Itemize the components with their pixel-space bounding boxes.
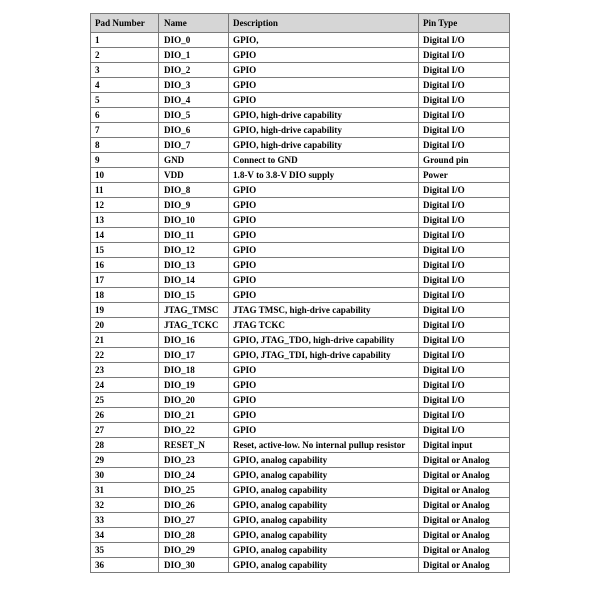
name-cell: JTAG_TCKC [159,318,229,333]
description-cell: GPIO [229,63,419,78]
pin-type-cell: Digital or Analog [419,528,510,543]
pad-number-cell: 33 [91,513,159,528]
name-cell: DIO_12 [159,243,229,258]
description-cell: GPIO, high-drive capability [229,108,419,123]
pin-type-cell: Digital I/O [419,243,510,258]
table-row [91,168,510,183]
pad-number-cell: 11 [91,183,159,198]
pin-type-cell: Digital I/O [419,333,510,348]
table-row [91,93,510,108]
table-row [91,528,510,543]
table-row [91,303,510,318]
name-cell: DIO_16 [159,333,229,348]
name-cell: DIO_29 [159,543,229,558]
pad-number-cell: 9 [91,153,159,168]
name-cell: DIO_25 [159,483,229,498]
name-cell: DIO_27 [159,513,229,528]
pad-number-cell: 2 [91,48,159,63]
table-row [91,243,510,258]
pad-number-cell: 16 [91,258,159,273]
description-cell: GPIO [229,48,419,63]
pin-type-cell: Digital I/O [419,273,510,288]
pad-number-cell: 3 [91,63,159,78]
pin-type-cell: Digital I/O [419,348,510,363]
pin-type-cell: Digital or Analog [419,483,510,498]
description-cell: GPIO, analog capability [229,528,419,543]
description-cell: 1.8-V to 3.8-V DIO supply [229,168,419,183]
table-row [91,288,510,303]
name-cell: DIO_3 [159,78,229,93]
table-row [91,258,510,273]
description-cell: GPIO, analog capability [229,483,419,498]
pad-number-cell: 34 [91,528,159,543]
pin-type-cell: Digital I/O [419,423,510,438]
name-cell: VDD [159,168,229,183]
table-row [91,213,510,228]
pin-type-cell: Digital I/O [419,33,510,48]
pin-type-cell: Digital or Analog [419,453,510,468]
pad-number-cell: 12 [91,198,159,213]
pin-type-cell: Digital or Analog [419,543,510,558]
pin-type-cell: Digital I/O [419,258,510,273]
table-row [91,513,510,528]
pad-number-cell: 23 [91,363,159,378]
description-cell: GPIO [229,183,419,198]
pad-number-cell: 6 [91,108,159,123]
pin-table [90,13,510,573]
table-row [91,543,510,558]
table-row [91,48,510,63]
pin-type-cell: Digital I/O [419,288,510,303]
pad-number-cell: 14 [91,228,159,243]
name-cell: DIO_21 [159,408,229,423]
pin-type-cell: Digital I/O [419,183,510,198]
description-cell: JTAG TMSC, high-drive capability [229,303,419,318]
name-cell: DIO_1 [159,48,229,63]
description-cell: GPIO [229,408,419,423]
header-pad-number: Pad Number [91,14,159,33]
name-cell: DIO_6 [159,123,229,138]
table-row [91,138,510,153]
table-row [91,438,510,453]
table-row [91,453,510,468]
description-cell: GPIO [229,258,419,273]
pad-number-cell: 24 [91,378,159,393]
table-row [91,423,510,438]
description-cell: GPIO [229,243,419,258]
name-cell: DIO_8 [159,183,229,198]
pin-type-cell: Digital I/O [419,93,510,108]
name-cell: DIO_2 [159,63,229,78]
description-cell: Connect to GND [229,153,419,168]
table-row [91,198,510,213]
pad-number-cell: 28 [91,438,159,453]
description-cell: GPIO [229,288,419,303]
pin-type-cell: Digital I/O [419,198,510,213]
description-cell: GPIO, analog capability [229,498,419,513]
table-row [91,378,510,393]
pin-type-cell: Digital I/O [419,123,510,138]
pin-type-cell: Digital I/O [419,63,510,78]
name-cell: DIO_9 [159,198,229,213]
description-cell: JTAG TCKC [229,318,419,333]
pad-number-cell: 18 [91,288,159,303]
name-cell: DIO_15 [159,288,229,303]
pad-number-cell: 32 [91,498,159,513]
pad-number-cell: 17 [91,273,159,288]
description-cell: GPIO, high-drive capability [229,138,419,153]
table-row [91,228,510,243]
name-cell: DIO_13 [159,258,229,273]
pin-type-cell: Digital I/O [419,303,510,318]
pin-type-cell: Digital I/O [419,78,510,93]
pad-number-cell: 25 [91,393,159,408]
description-cell: GPIO [229,423,419,438]
description-cell: GPIO [229,228,419,243]
pin-type-cell: Digital or Analog [419,468,510,483]
pad-number-cell: 31 [91,483,159,498]
header-pin-type: Pin Type [419,14,510,33]
description-cell: GPIO [229,78,419,93]
pad-number-cell: 20 [91,318,159,333]
name-cell: DIO_11 [159,228,229,243]
description-cell: GPIO, JTAG_TDI, high-drive capability [229,348,419,363]
pin-type-cell: Power [419,168,510,183]
name-cell: RESET_N [159,438,229,453]
description-cell: GPIO, analog capability [229,468,419,483]
pin-type-cell: Digital I/O [419,228,510,243]
pad-number-cell: 36 [91,558,159,573]
table-row [91,183,510,198]
table-row [91,408,510,423]
pin-type-cell: Digital I/O [419,363,510,378]
pad-number-cell: 5 [91,93,159,108]
table-row [91,153,510,168]
table-row [91,393,510,408]
table-row [91,483,510,498]
name-cell: DIO_14 [159,273,229,288]
description-cell: GPIO [229,393,419,408]
name-cell: DIO_20 [159,393,229,408]
pad-number-cell: 7 [91,123,159,138]
table-row [91,78,510,93]
pad-number-cell: 4 [91,78,159,93]
pad-number-cell: 35 [91,543,159,558]
table-row [91,558,510,573]
pad-number-cell: 13 [91,213,159,228]
description-cell: GPIO, analog capability [229,453,419,468]
description-cell: GPIO, analog capability [229,543,419,558]
name-cell: DIO_7 [159,138,229,153]
description-cell: Reset, active-low. No internal pullup resistor [229,438,419,453]
header-name: Name [159,14,229,33]
description-cell: GPIO [229,378,419,393]
table-header-row [91,14,510,33]
pin-description-sheet [90,13,509,573]
pin-type-cell: Digital I/O [419,48,510,63]
pin-type-cell: Ground pin [419,153,510,168]
name-cell: DIO_28 [159,528,229,543]
name-cell: DIO_4 [159,93,229,108]
table-row [91,273,510,288]
pad-number-cell: 30 [91,468,159,483]
table-row [91,33,510,48]
table-row [91,498,510,513]
name-cell: DIO_22 [159,423,229,438]
pin-type-cell: Digital I/O [419,393,510,408]
description-cell: GPIO, [229,33,419,48]
pad-number-cell: 8 [91,138,159,153]
pin-type-cell: Digital I/O [419,378,510,393]
pin-type-cell: Digital input [419,438,510,453]
description-cell: GPIO [229,93,419,108]
pad-number-cell: 29 [91,453,159,468]
table-row [91,468,510,483]
pad-number-cell: 10 [91,168,159,183]
name-cell: DIO_0 [159,33,229,48]
description-cell: GPIO [229,363,419,378]
name-cell: DIO_30 [159,558,229,573]
pin-type-cell: Digital I/O [419,318,510,333]
header-description: Description [229,14,419,33]
name-cell: DIO_17 [159,348,229,363]
pad-number-cell: 19 [91,303,159,318]
table-row [91,123,510,138]
name-cell: GND [159,153,229,168]
description-cell: GPIO, JTAG_TDO, high-drive capability [229,333,419,348]
table-row [91,108,510,123]
pin-type-cell: Digital or Analog [419,498,510,513]
name-cell: DIO_19 [159,378,229,393]
table-row [91,63,510,78]
description-cell: GPIO [229,273,419,288]
description-cell: GPIO [229,198,419,213]
name-cell: JTAG_TMSC [159,303,229,318]
pin-type-cell: Digital I/O [419,108,510,123]
pad-number-cell: 21 [91,333,159,348]
name-cell: DIO_26 [159,498,229,513]
table-row [91,333,510,348]
name-cell: DIO_18 [159,363,229,378]
pin-type-cell: Digital or Analog [419,558,510,573]
name-cell: DIO_10 [159,213,229,228]
name-cell: DIO_5 [159,108,229,123]
description-cell: GPIO, analog capability [229,513,419,528]
pad-number-cell: 1 [91,33,159,48]
table-row [91,318,510,333]
description-cell: GPIO [229,213,419,228]
name-cell: DIO_24 [159,468,229,483]
description-cell: GPIO, high-drive capability [229,123,419,138]
name-cell: DIO_23 [159,453,229,468]
pad-number-cell: 15 [91,243,159,258]
pin-type-cell: Digital I/O [419,213,510,228]
pad-number-cell: 26 [91,408,159,423]
table-body [91,33,510,573]
pad-number-cell: 27 [91,423,159,438]
table-row [91,348,510,363]
pin-type-cell: Digital I/O [419,138,510,153]
table-row [91,363,510,378]
pin-type-cell: Digital I/O [419,408,510,423]
pin-type-cell: Digital or Analog [419,513,510,528]
pad-number-cell: 22 [91,348,159,363]
description-cell: GPIO, analog capability [229,558,419,573]
